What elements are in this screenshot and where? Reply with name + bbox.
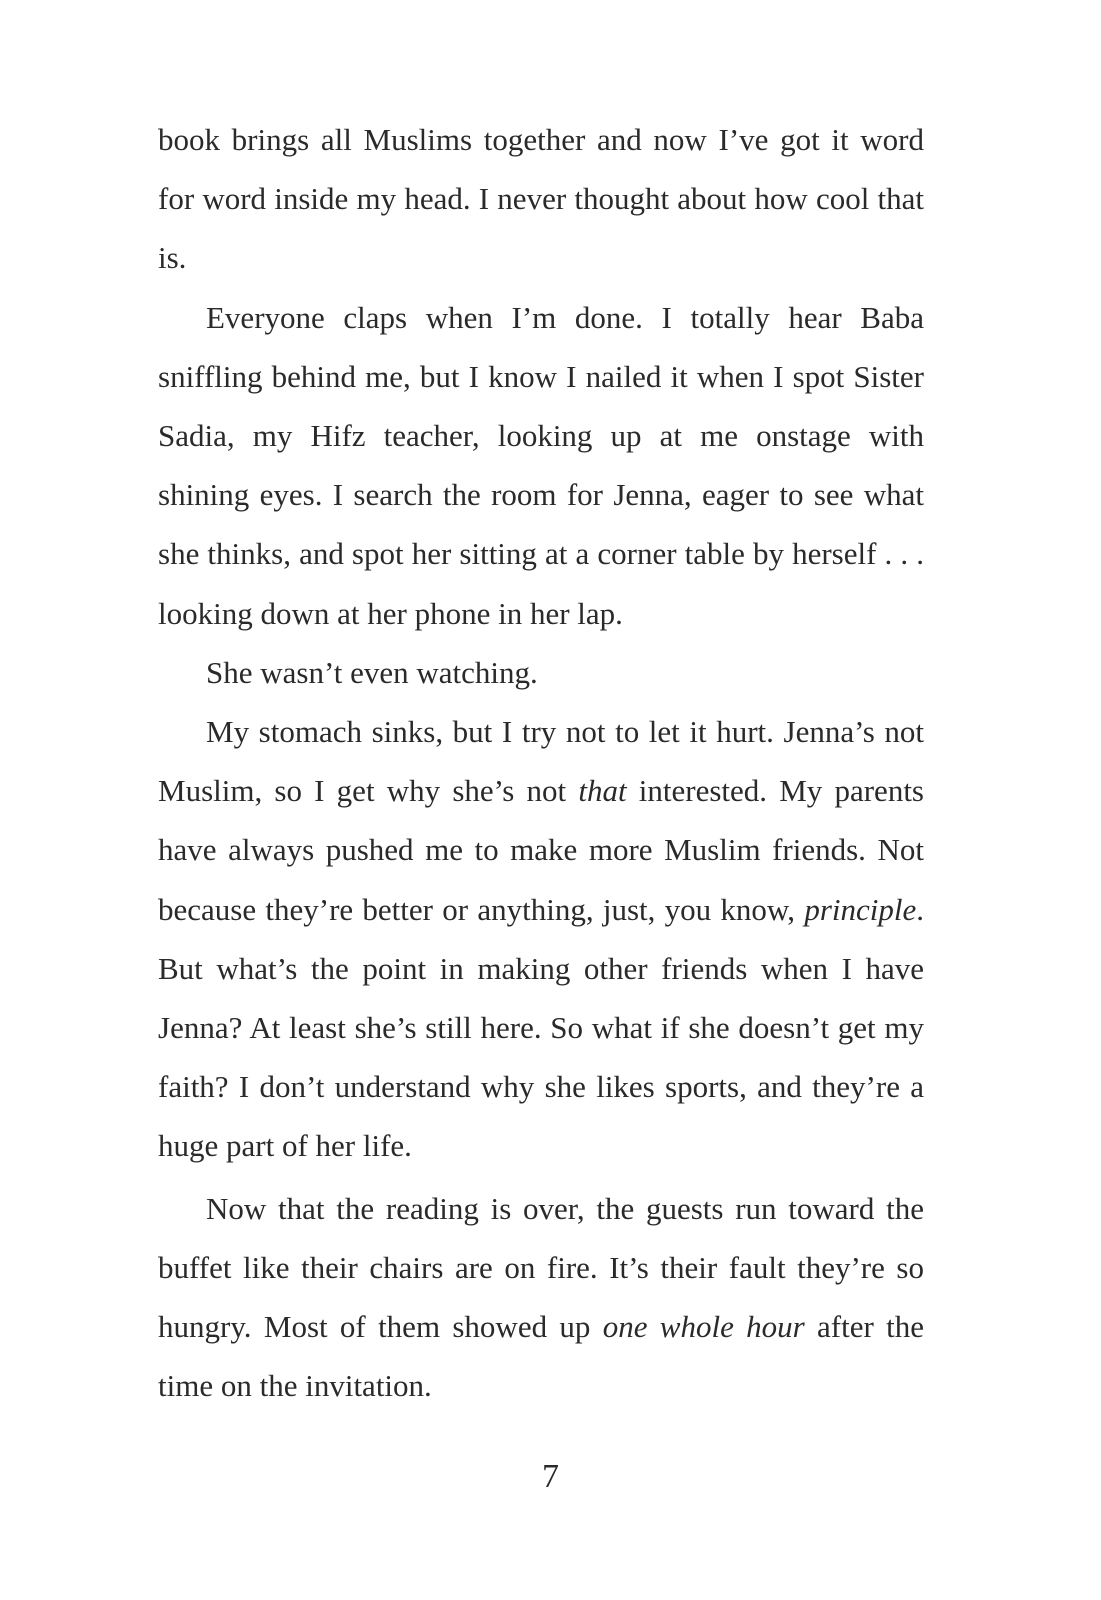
paragraph-text: Everyone claps when I’m done. I totally hear Baba sniffling behind me, but I know I nailed it when I spot Sister Sadia, my Hifz teacher, looking up at me onstage with shining eyes. I search the room for Jenna, eager to see what she thinks, and spot her sitting at a corner table by herself . . . looking down at her phone in her lap. bbox=[158, 299, 924, 631]
italic-emphasis: one whole hour bbox=[602, 1309, 805, 1345]
paragraph-5 bbox=[158, 1179, 924, 1416]
body-text bbox=[158, 110, 924, 1415]
paragraph-text: My stomach sinks, but I try not to let it hurt. Jenna’s not Muslim, so I get why she’s not bbox=[158, 714, 924, 809]
paragraph-text: book brings all Muslims together and now I’ve got it word for word inside my head. I never thought about how cool that is. bbox=[158, 122, 924, 276]
paragraph-1 bbox=[158, 110, 924, 288]
paragraph-text: . But what’s the point in making other friends when I have Jenna? At least she’s still here. So what if she doesn’t get my faith? I don’t understand why she likes sports, and they’re a huge part of her life. bbox=[158, 891, 924, 1164]
italic-emphasis: principle bbox=[804, 891, 917, 927]
paragraph-text: interested. My parents have always pushed me to make more Muslim friends. Not because they’re better or anything, just, you know, bbox=[158, 773, 924, 927]
italic-emphasis: that bbox=[578, 773, 627, 809]
paragraph-text: after the time on the invitation. bbox=[158, 1309, 925, 1404]
paragraph-3 bbox=[158, 643, 924, 702]
paragraph-4 bbox=[158, 702, 924, 1176]
paragraph-2 bbox=[158, 288, 924, 643]
page-number: 7 bbox=[542, 1458, 559, 1495]
paragraph-text: She wasn’t even watching. bbox=[206, 654, 538, 690]
paragraph-text: Now that the reading is over, the guests run toward the buffet like their chairs are on fire. It’s their fault they’re so hungry. Most of them showed up bbox=[158, 1190, 924, 1345]
